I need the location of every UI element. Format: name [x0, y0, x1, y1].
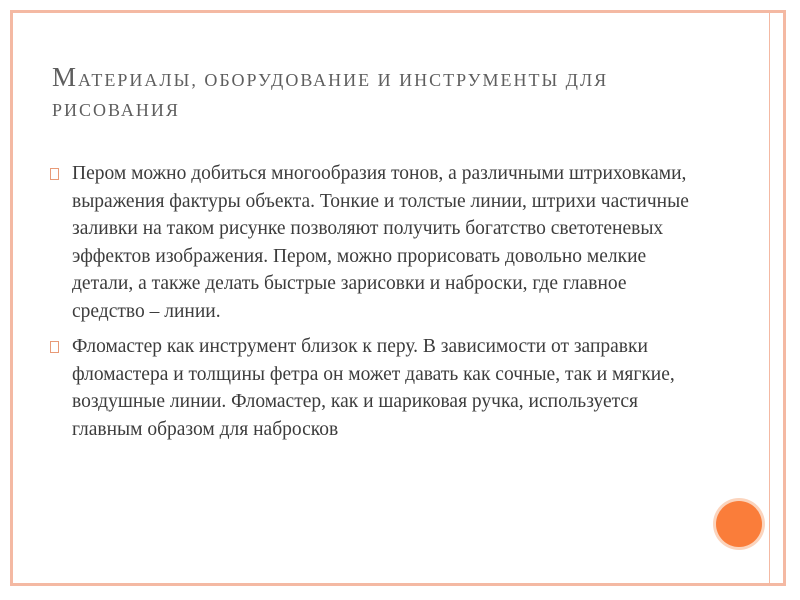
bullet-icon [50, 341, 59, 353]
bullet-text: Пером можно добиться многообразия тонов, а различными штриховками, выражения фактуры объекта. Тонкие и толстые линии, штрихи частичные заливки на таком рисунке позволяют получить богатство светотеневых эффектов изображения. Пером, можно прорисовать довольно мелкие детали, а также делать быстрые зарисовки и наброски, где главное средство – линии. [72, 163, 689, 322]
bullet-text: Фломастер как инструмент близок к перу. В зависимости от заправки фломастера и толщины фетра он может давать как сочные, так и мягкие, воздушные линии. Фломастер, как и шариковая ручка, используется главным образом для набросков [72, 336, 675, 440]
bullet-icon [50, 168, 59, 180]
decorative-circle-icon [716, 501, 762, 547]
frame-side-line [769, 13, 770, 583]
bullet-item-pen [50, 160, 700, 325]
slide-title: МАТЕРИАЛЫ, ОБОРУДОВАНИЕ И ИНСТРУМЕНТЫ ДЛЯ РИСОВАНИЯ [52, 62, 609, 120]
bullet-item-marker [50, 333, 700, 443]
slide-body [50, 160, 700, 451]
